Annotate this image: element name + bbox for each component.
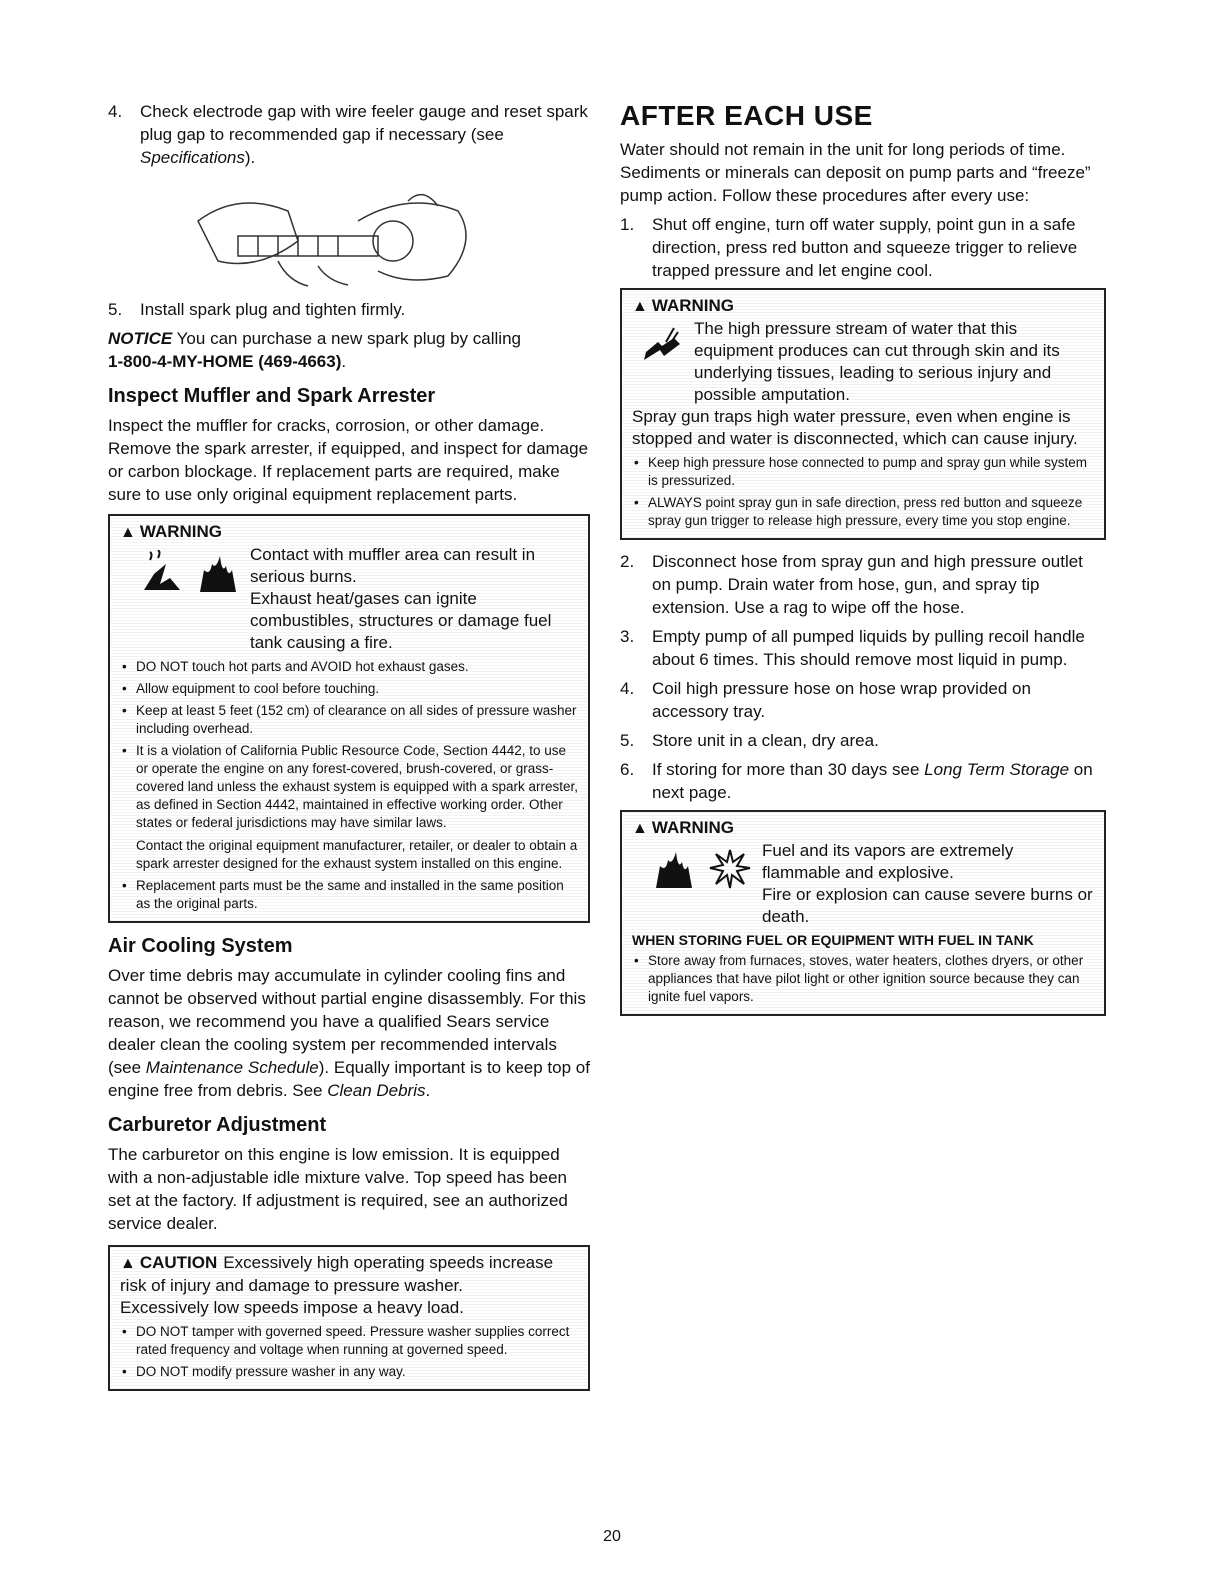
- step-number: 5.: [108, 300, 123, 319]
- carburetor-heading: Carburetor Adjustment: [108, 1114, 327, 1136]
- caution-triangle-icon: ▲: [120, 1255, 136, 1272]
- step-text: Empty pump of all pumped liquids by pulling recoil handle about 6 times. This should remove most liquid in pump.: [652, 627, 1085, 669]
- warning-bullet: • Store away from furnaces, stoves, water heaters, clothes dryers, or other appliances that have pilot light or other ignition source because they can ignite fuel vapors.: [632, 952, 1094, 1006]
- step-text: Check electrode gap with wire feeler gauge and reset spark plug gap to recommended gap if necessary (see: [140, 102, 588, 144]
- step-6: [620, 758, 1106, 804]
- notice-paragraph: [108, 327, 590, 373]
- step-text: Store unit in a clean, dry area.: [652, 731, 879, 750]
- caution-bullet: • DO NOT modify pressure washer in any way.: [120, 1363, 578, 1381]
- warning-triangle-icon: ▲: [632, 820, 648, 837]
- step-number: 4.: [620, 679, 635, 698]
- step-number: 6.: [620, 760, 635, 779]
- warning-keyword: WARNING: [651, 296, 735, 315]
- step-number: 2.: [620, 552, 635, 571]
- air-cooling-text-b: ). Equally important is to keep top of engine free from debris. See: [108, 1058, 590, 1100]
- warning-bullet: • Replacement parts must be the same and installed in the same position as the original parts.: [120, 877, 578, 913]
- notice-end: .: [341, 352, 347, 371]
- warning-bullet-text: • It is a violation of California Public Resource Code, Section 4442, to use or operate the engine on any forest-covered, brush-covered, or grass-covered land unless the exhaust system is equipped with a spark arrester, as defined in Section 4442, maintained in effective working order. Other states or federal jurisdictions may have similar laws.: [136, 743, 578, 830]
- after-use-intro: Water should not remain in the unit for long periods of time. Sediments or minerals can deposit on pump parts and “freeze” pump action. Follow these procedures after every use:: [620, 140, 1091, 205]
- pressure-warning-box: [620, 288, 1106, 540]
- step-number: 5.: [620, 731, 635, 750]
- long-term-storage-link: Long Term Storage: [924, 760, 1070, 779]
- notice-phone: 1-800-4-MY-HOME (469-4663): [108, 352, 342, 371]
- muffler-body: Inspect the muffler for cracks, corrosion, or other damage. Remove the spark arrester, if equipped, and inspect for damage or carbon blockage. If replacement parts are required, make sure to use only original equipment replacement parts.: [108, 416, 589, 504]
- warning-line-2: Spray gun traps high water pressure, even when engine is stopped and water is disconnected, which can cause injury.: [632, 407, 1078, 448]
- after-each-use-heading: AFTER EACH USE: [620, 100, 873, 131]
- fire-icon: [652, 846, 696, 890]
- right-column: [620, 100, 1106, 1016]
- step-1: [620, 213, 1106, 282]
- step-text: Coil high pressure hose on hose wrap provided on accessory tray.: [652, 679, 1031, 721]
- fuel-warning-box: [620, 810, 1106, 1016]
- caution-box: [108, 1245, 590, 1391]
- explosion-icon: [708, 846, 752, 890]
- injection-hazard-icon: [640, 324, 684, 368]
- warning-bullet-california: [120, 742, 578, 873]
- step-4-right: [620, 677, 1106, 723]
- hot-surface-icon: [140, 550, 184, 594]
- air-cooling-body: [108, 964, 590, 1102]
- warning-line-1: Contact with muffler area can result in serious burns.: [250, 545, 536, 586]
- warning-bullet: • Keep high pressure hose connected to pump and spray gun while system is pressurized.: [632, 454, 1094, 490]
- clean-debris-link: Clean Debris: [327, 1081, 426, 1100]
- notice-text: You can purchase a new spark plug by calling: [176, 329, 521, 348]
- air-cooling-heading: Air Cooling System: [108, 935, 293, 957]
- air-cooling-text-c: .: [425, 1081, 431, 1100]
- muffler-warning-header: [120, 521, 578, 544]
- step-2: [620, 550, 1106, 619]
- step-text: Install spark plug and tighten firmly.: [140, 300, 406, 319]
- caution-line-1: Excessively high operating speeds increase risk of injury and damage to pressure washer.: [120, 1253, 554, 1295]
- warning-triangle-icon: ▲: [632, 298, 648, 315]
- step-3: [620, 625, 1106, 671]
- warning-keyword: WARNING: [651, 818, 735, 837]
- warning-bullet: • DO NOT touch hot parts and AVOID hot exhaust gases.: [120, 658, 578, 676]
- warning-keyword: WARNING: [139, 522, 223, 541]
- left-column: [108, 100, 590, 1391]
- warning-bullet: • ALWAYS point spray gun in safe direction, press red button and squeeze spray gun trigger to release high pressure, every time you stop engine.: [632, 494, 1094, 530]
- spark-plug-gap-illustration: [178, 181, 498, 291]
- step-text: If storing for more than 30 days see: [652, 760, 925, 779]
- warning-bullet: • Keep at least 5 feet (152 cm) of clearance on all sides of pressure washer including overhead.: [120, 702, 578, 738]
- warning-triangle-icon: ▲: [120, 524, 136, 541]
- maintenance-schedule-link: Maintenance Schedule: [145, 1058, 319, 1077]
- step-text: Shut off engine, turn off water supply, point gun in a safe direction, press red button and squeeze trigger to relieve trapped pressure and let engine cool.: [652, 215, 1078, 280]
- step-number: 1.: [620, 215, 635, 234]
- warning-bullet-subtext: Contact the original equipment manufacturer, retailer, or dealer to obtain a spark arrester designed for the exhaust system installed on this engine.: [136, 838, 578, 871]
- fire-icon: [196, 550, 240, 594]
- step-text: Disconnect hose from spray gun and high pressure outlet on pump. Drain water from hose, gun, and spray tip extension. Use a rag to wipe off the hose.: [652, 552, 1083, 617]
- specifications-link: Specifications: [140, 148, 245, 167]
- step-number: 4.: [108, 102, 123, 121]
- fuel-warning-subhead: WHEN STORING FUEL OR EQUIPMENT WITH FUEL IN TANK: [632, 932, 1034, 948]
- step-text-end: on next page.: [652, 760, 1093, 802]
- caution-bullet: • DO NOT tamper with governed speed. Pressure washer supplies correct rated frequency and voltage when running at governed speed.: [120, 1323, 578, 1359]
- warning-line-2: Exhaust heat/gases can ignite combustibles, structures or damage fuel tank causing a fire.: [250, 589, 552, 652]
- step-text-end: ).: [244, 148, 256, 167]
- step-number: 3.: [620, 627, 635, 646]
- warning-bullet: • Allow equipment to cool before touching.: [120, 680, 578, 698]
- caution-line-2: Excessively low speeds impose a heavy load.: [120, 1298, 464, 1317]
- warning-line-1: The high pressure stream of water that this equipment produces can cut through skin and its underlying tissues, leading to serious injury and possible amputation.: [694, 319, 1060, 404]
- notice-label: NOTICE: [108, 329, 173, 348]
- step-5: [108, 298, 590, 321]
- carburetor-body: The carburetor on this engine is low emission. It is equipped with a non-adjustable idle mixture valve. Top speed has been set at the factory. If adjustment is required, see an authorized service dealer.: [108, 1145, 568, 1233]
- muffler-warning-box: [108, 514, 590, 923]
- warning-line-2: Fire or explosion can cause severe burns or death.: [762, 885, 1093, 926]
- warning-line-1: Fuel and its vapors are extremely flammable and explosive.: [762, 841, 1014, 882]
- step-4: [108, 100, 590, 169]
- step-5-right: [620, 729, 1106, 752]
- page-number: 20: [603, 1528, 621, 1545]
- air-cooling-text-a: Over time debris may accumulate in cylinder cooling fins and cannot be observed without partial engine disassembly. For this reason, we recommend you have a qualified Sears service dealer clean the cooling system per recommended intervals (see: [108, 966, 586, 1077]
- caution-keyword: CAUTION: [139, 1253, 218, 1272]
- muffler-heading: Inspect Muffler and Spark Arrester: [108, 385, 436, 407]
